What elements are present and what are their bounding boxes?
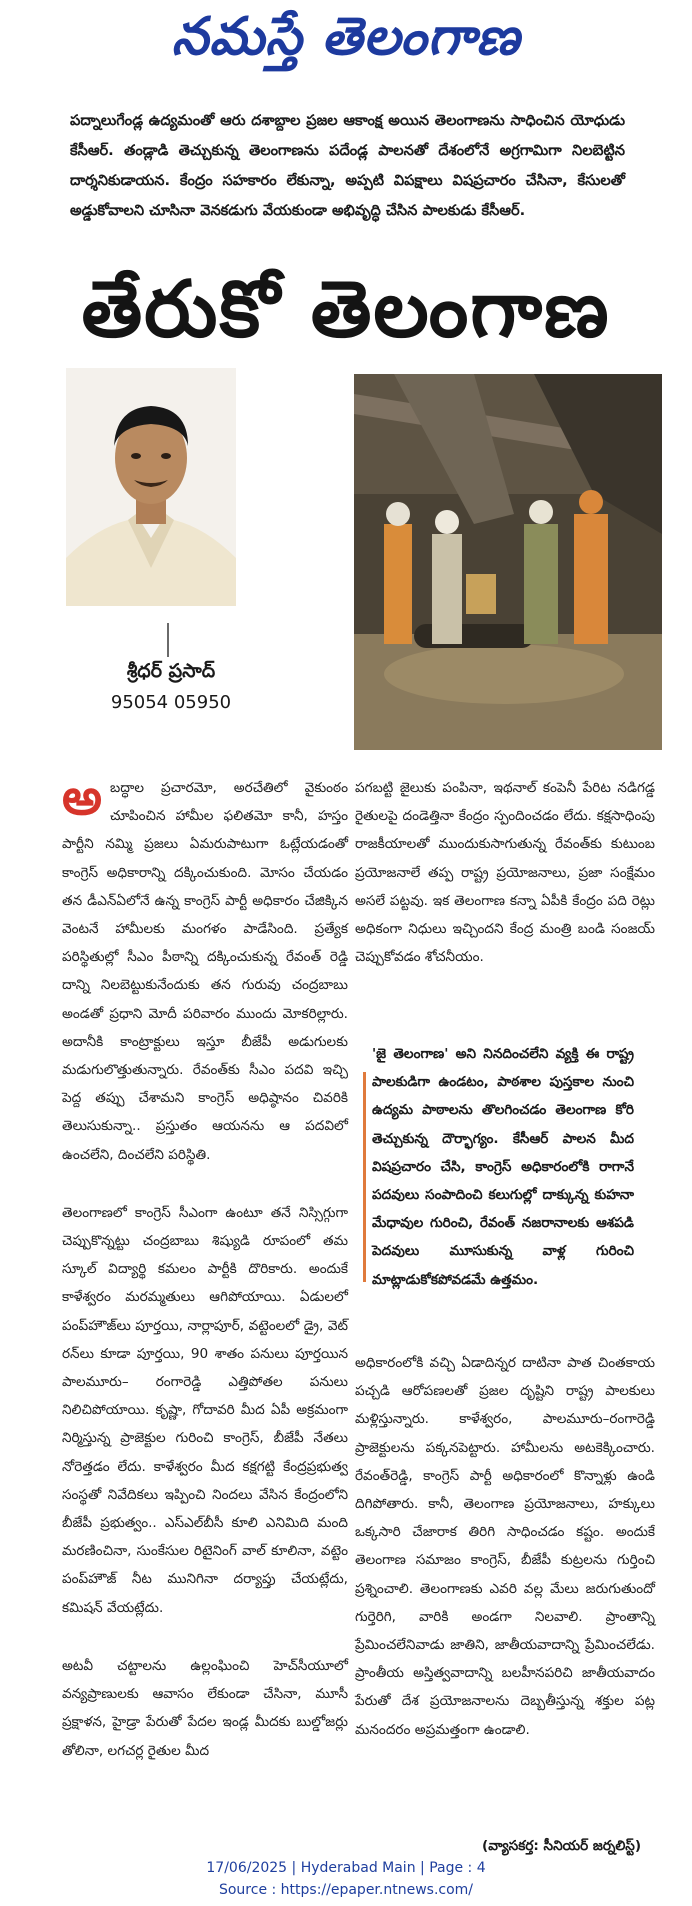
article-headline: తేరుకో తెలంగాణ: [81, 265, 611, 355]
drop-cap: అ: [62, 768, 102, 826]
article-lede: పద్నాలుగేండ్ల ఉద్యమంతో ఆరు దశాబ్దాల ప్రజల ఆకాంక్ష అయిన తెలంగాణను సాధించిన యోధుడు కేసీఆర్. తండ్లాడి తెచ్చుకున్న తెలంగాణను పదేండ్ల పాలనతో దేశంలోనే అగ్రగామిగా నిలబెట్టిన దార్శనికుడాయన. కేంద్రం సహకారం లేకున్నా, అప్పటి విపక్షాలు విషప్రచారం చేసినా, కేసులతో అడ్డుకోవాలని చూసినా వెనకడుగు వేయకుండా అభివృద్ధి చేసిన పాలకుడు కేసీఆర్.: [70, 112, 625, 219]
footer-date-line: 17/06/2025 | Hyderabad Main | Page : 4: [206, 1860, 486, 1876]
construction-site-photo: [354, 374, 662, 750]
article-column-right-lower: [355, 1349, 655, 1774]
masthead-logo: నమస్తే తెలంగాణ: [171, 6, 521, 67]
article-paragraph: పగబట్టి జైలుకు పంపినా, ఇథనాల్ కంపెనీ పేరిట నడిగడ్డ రైతులపై దండెత్తినా కేంద్రం స్పందించడం లేదు. కక్షసాధింపు రాజకీయాలతో ముందుకుసాగుతున్న రేవంత్‌కు కుటుంబ ప్రయోజనాలే తప్ప రాష్ట్ర ప్రయోజనాలు, ప్రజా సంక్షేమం అసలే పట్టవు. ఇక తెలంగాణ కన్నా ఏపీకి కేంద్రం పది రెట్లు అధికంగా నిధులు ఇచ్చిందని కేంద్ర మంత్రి బండి సంజయ్ చెప్పుకోవడం శోచనీయం.: [355, 780, 655, 966]
footer-source-link[interactable]: Source : https://epaper.ntnews.com/: [218, 1882, 474, 1898]
article-column-left: [62, 768, 348, 1795]
article-paragraph: అధికారంలోకి వచ్చి ఏడాదిన్నర దాటినా పాత చింతకాయ పచ్చడి ఆరోపణలతో ప్రజల దృష్టిని రాష్ట్ర పాలకులు మళ్లిస్తున్నారు. కాళేశ్వరం, పాలమూరు–రంగారెడ్డి ప్రాజెక్టులను పక్కనపెట్టారు. హామీలను అటకెక్కించారు. రేవంత్‌రెడ్డి, కాంగ్రెస్ పార్టీ అధికారంలో కొన్నాళ్లు ఉండి దిగిపోతారు. కానీ, తెలంగాణ ప్రయోజనాలు, హక్కులు ఒక్కసారి చేజారాక తిరిగి సాధించడం కష్టం. అందుకే తెలంగాణ సమాజం కాంగ్రెస్, బీజేపీ కుట్రలను గుర్తించి ప్రశ్నించాలి. తెలంగాణకు ఎవరి వల్ల మేలు జరుగుతుందో గుర్తెరిగి, వారికి అండగా నిలవాలి. ప్రాంతాన్ని ప్రేమించలేనివాడు జాతిని, జాతీయవాదాన్ని ప్రేమించలేడు. ప్రాంతీయ అస్తిత్వవాదాన్ని బలహీనపరిచి జాతీయవాదం పేరుతో దేశ ప్రయోజనాలను దెబ్బతీస్తున్న శక్తుల పట్ల మనందరం అప్రమత్తంగా ఉండాలి.: [355, 1355, 655, 1738]
article-paragraph: అబద్ధాల ప్రచారమో, అరచేతిలో వైకుంఠం చూపించిన హామీల ఫలితమో కానీ, హస్తం పార్టీని నమ్మి ప్రజలు ఏమరుపాటుగా ఓట్లేయడంతో కాంగ్రెస్ అధికారాన్ని దక్కించుకుంది. మోసం చేయడం తన డీఎన్ఏలోనే ఉన్న కాంగ్రెస్ పార్టీ అధికారం చేజిక్కిన వెంటనే హామీలకు మంగళం పాడేసింది. ప్రత్యేక పరిస్థితుల్లో సీఎం పీఠాన్ని దక్కించుకున్న రేవంత్ రెడ్డి దాన్ని నిలబెట్టుకునేందుకు తన గురువు చంద్రబాబు అండతో ప్రధాని మోదీ పరివారం ముందు మోకరిల్లారు. అదానీకి కాంట్రాక్టులు ఇస్తూ బీజేపీ అడుగులకు మడుగులొత్తుతున్నారు. రేవంత్‌కు సీఎం పదవి ఇచ్చి పెద్ద తప్పు చేశామని కాంగ్రెస్ అధిష్ఠానం చివరికి తెలుసుకున్నా.. ప్రస్తుతం ఆయనను ఆ పదవిలో ఉంచలేని, దించలేని పరిస్థితి.: [62, 768, 348, 1163]
article-paragraph: అటవీ చట్టాలను ఉల్లంఘించి హెచ్‌సీయూలో వన్యప్రాణులకు ఆవాసం లేకుండా చేసినా, మూసీ ప్రక్షాళన, హైడ్రా పేరుతో పేదల ఇండ్ల మీదకు బుల్డోజర్లు తోలినా, లగచర్ల రైతుల మీద: [62, 1657, 348, 1759]
pullquote-bar: [363, 1072, 366, 1282]
author-photo: [66, 368, 236, 606]
pullquote: 'జై తెలంగాణ' అని నినదించలేని వ్యక్తి ఈ రాష్ట్ర పాలకుడిగా ఉండటం, పాఠశాల పుస్తకాల నుంచి ఉద్యమ పాఠాలను తొలగించడం తెలంగాణ కోరి తెచ్చుకున్న దౌర్భాగ్యం. కేసీఆర్ పాలన మీద విషప్రచారం చేసి, కాంగ్రెస్ అధికారంలోకి రాగానే పదవులు సంపాదించి కలుగుల్లో దాక్కున్న కుహనా మేధావుల గురించి, రేవంత్ నజరానాలకు ఆశపడి పెదవులు మూసుకున్న వాళ్ల గురించి మాట్లాడుకోకపోవడమే ఉత్తమం.: [372, 1046, 634, 1288]
article-paragraph: తెలంగాణలో కాంగ్రెస్ సీఎంగా ఉంటూ తనే నిస్సిగ్గుగా చెప్పుకొన్నట్టు చంద్రబాబు శిష్యుడి రూపంలో తమ స్కూల్ విద్యార్థి కమలం పార్టీకి దొరికారు. అందుకే కాళేశ్వరం మరమ్మతులు ఆగిపోయాయి. ఏడులలో పంప్‌హౌజ్‌లు పూర్తయి, నార్లాపూర్, వట్టెంలలో డ్రై, వెట్ రన్‌లు కూడా పూర్తయి, 90 శాతం పనులు పూర్తయిన పాలమూరు– రంగారెడ్డి ఎత్తిపోతల పనులు నిలిచిపోయాయి. కృష్ణా, గోదావరి మీద ఏపీ అక్రమంగా నిర్మిస్తున్న ప్రాజెక్టుల గురించి కాంగ్రెస్, బీజేపీ నేతలు నోరెత్తడం లేదు. కాళేశ్వరం మీద కక్షగట్టి కేంద్రప్రభుత్వ సంస్థతో నివేదికలు ఇప్పించి నిందలు వేసిన కేంద్రంలోని బీజేపీ ప్రభుత్వం.. ఎస్ఎల్‌బీసీ కూలి ఎనిమిది మంది మరణించినా, సుంకేసుల రిటైనింగ్ వాల్ కూలినా, వట్టెం పంప్‌హౌజ్ నీట మునిగినా దర్యాప్తు చేయట్లేదు, కమిషన్ వేయట్లేదు.: [62, 1204, 348, 1616]
author-credit: (వ్యాసకర్త: సీనియర్ జర్నలిస్ట్): [482, 1838, 642, 1854]
byline-divider: [167, 623, 169, 657]
article-column-right: [355, 774, 655, 1001]
author-phone: 95054 05950: [110, 692, 232, 713]
author-name: శ్రీధర్ ప్రసాద్: [126, 660, 216, 682]
